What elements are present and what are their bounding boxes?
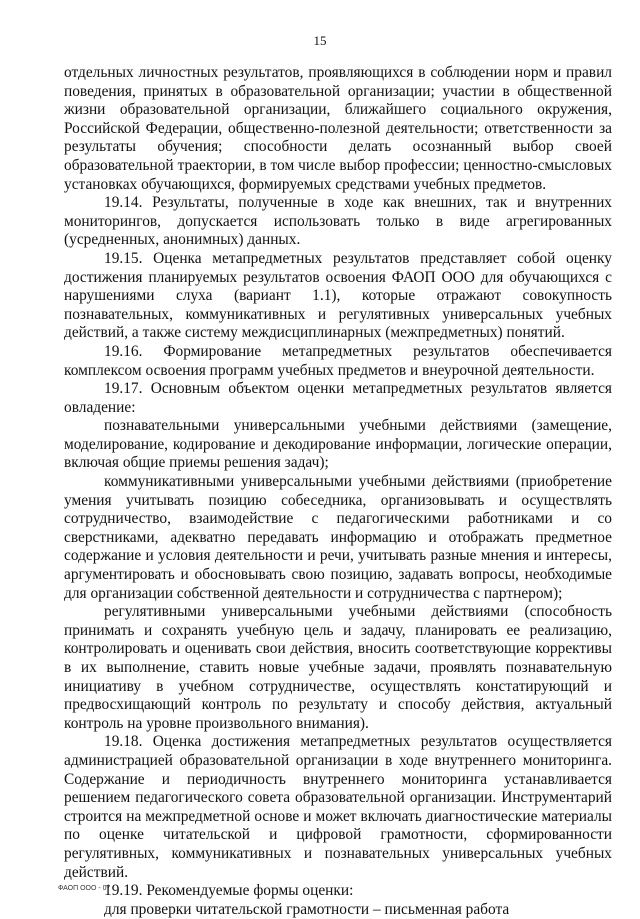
list-item-regulatory: регулятивными универсальными учебными действиями (способность принимать и сохранять учебную цель и задачу, планировать ее реализацию, контролировать и оценивать свои действия, вносить соответствующие коррективы в их выполнение, ставить новые учебные задачи, проявлять познавательную инициативу в учебном сотрудничестве, осуществлять констатирующий и предвосхищающий контроль по результату и способу действия, актуальный контроль на уровне произвольного внимания). <box>64 603 612 732</box>
paragraph-personal-results-continuation: отдельных личностных результатов, проявляющихся в соблюдении норм и правил поведения, принятых в образовательной организации; участии в общественной жизни образовательной организации, ближайшего социального окружения, Российской Федерации, общественно-полезной деятельности; ответственности за результаты обучения; способности делать осознанный выбор своей образовательной траектории, в том числе выбор профессии; ценностно-смысловых установках обучающихся, формируемых средствами учебных предметов. <box>64 64 612 193</box>
paragraph-19-19: 19.19. Рекомендуемые формы оценки: <box>104 882 354 900</box>
list-item-communicative: коммуникативными универсальными учебными действиями (приобретение умения учитывать позицию собеседника, организовывать и осуществлять сотрудничество, взаимодействие с педагогическими работниками и со сверстниками, адекватно передавать информацию и отображать предметное содержание и условия деятельности и речи, учитывать разные мнения и интересы, аргументировать и обосновывать свою позицию, задавать вопросы, необходимые для организации собственной деятельности и сотрудничества с партнером); <box>64 473 612 602</box>
paragraph-19-14: 19.14. Результаты, полученные в ходе как внешних, так и внутренних мониторингов, допускается использовать только в виде агрегированных (усредненных, анонимных) данных. <box>64 194 612 249</box>
paragraph-19-18: 19.18. Оценка достижения метапредметных результатов осуществляется администрацией образовательной организации в ходе внутреннего мониторинга. Содержание и периодичность внутреннего мониторинга устанавливается решением педагогического совета образовательной организации. Инструментарий строится на межпредметной основе и может включать диагностические материалы по оценке читательской и цифровой грамотности, сформированности регулятивных, коммуникативных и познавательных универсальных учебных действий. <box>64 733 612 881</box>
page-number: 15 <box>313 33 327 48</box>
paragraph-19-16: 19.16. Формирование метапредметных результатов обеспечивается комплексом освоения программ учебных предметов и внеурочной деятельности. <box>64 342 612 379</box>
paragraph-19-17: 19.17. Основным объектом оценки метапредметных результатов является овладение: <box>64 380 612 416</box>
paragraph-19-15: 19.15. Оценка метапредметных результатов представляет собой оценку достижения планируемых результатов освоения ФАОП ООО для обучающихся с нарушениями слуха (вариант 1.1), которые отражают совокупность познавательных, коммуникативных и регулятивных универсальных учебных действий, а также систему междисциплинарных (межпредметных) понятий. <box>64 249 612 342</box>
list-item-cognitive: познавательными универсальными учебными действиями (замещение, моделирование, кодирование и декодирование информации, логические операции, включая общие приемы решения задач); <box>64 417 612 472</box>
document-footer: ФАОП ООО - 07 <box>58 885 111 892</box>
list-item-reading-literacy: для проверки читательской грамотности – письменная работа <box>104 900 510 918</box>
